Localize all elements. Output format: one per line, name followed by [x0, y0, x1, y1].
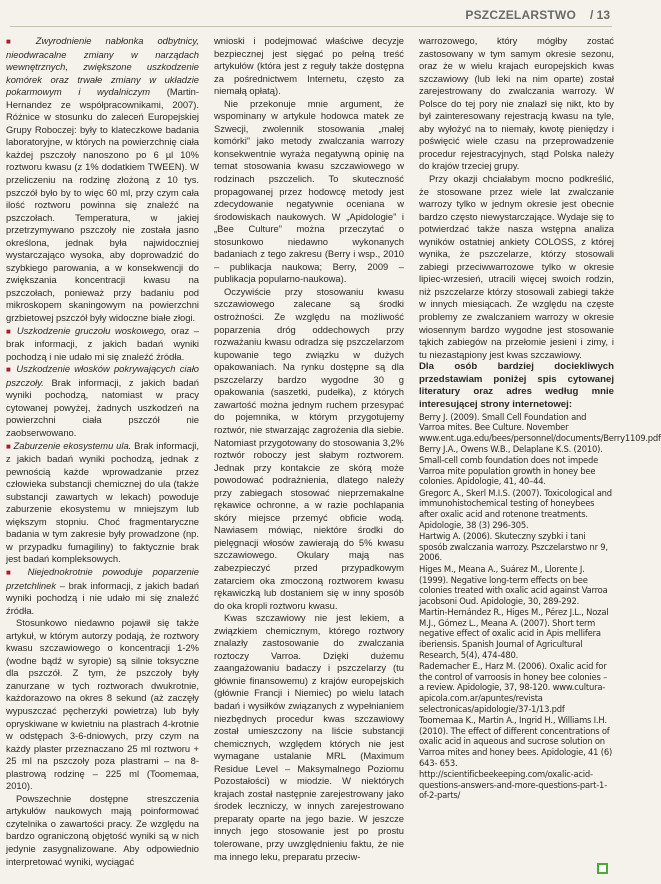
bullet-square-icon: ■: [6, 567, 28, 577]
body-text: Powszechnie dostępne streszczenia artykułów naukowych mają poinformować czytelnika o zawartości pracy. Ze względu na bardzo ograniczoną objętość wyniki są w nich jedynie zasygnalizowane. Aby odpowiednio interpretować wyniki, wyciągać: [6, 792, 199, 867]
references-list: [419, 411, 661, 801]
end-of-article-icon: [597, 863, 608, 874]
column-3-body: [419, 35, 614, 361]
reference-item: Rademacher E., Harz M. (2006). Oxalic acid for the control of varroosis in honey bee colonies – a review. Apidologie, 37, 98-120. www.cultura-apicola.com.ar/apuntes/revista selectronicas/apidologie/37-1/13.pdf: [419, 661, 608, 714]
italic-lead: Uszkodzenie gruczołu woskowego,: [16, 324, 167, 336]
header-rule: [10, 26, 612, 27]
reference-item: Hartwig A. (2006). Skuteczny szybki i tani sposób zwalczania warrozy. Pszczelarstwo nr 9, 2006.: [419, 531, 608, 563]
reference-item: Higes M., Meana A., Suárez M., Llorente J. (1999). Negative long-term effects on bee colonies treated with oxalic acid against Varroa jacobsoni Oud. Apidologie, 30, 289-292.: [419, 563, 608, 606]
column-2: [214, 35, 404, 863]
body-text: Stosunkowo niedawno pojawił się także artykuł, w którym autorzy podają, że roztwory kwasu szczawiowego o koncentracji 1-2% (wodne bądź w syropie) są silnie toksyczne dla pszczół. Z tym, że pszczoły były zanurzane w tych roztworach dwukrotnie, każdorazowo na okres 8 sekund (aż zaczęły wypuszczać pęcherzyki powietrza) lub były opryskiwane w kwietniu na plastrach 4-krotnie w odstępach 3-6-dniowych, przy czym na każdy plaster przeznaczano 25 ml roztworu + 25 ml na pszczoły poza plastrami – na 8-plastrową rodzinę – 225 ml (Toomemaa, 2010).: [6, 617, 199, 792]
bullet-square-icon: ■: [6, 441, 14, 451]
col1-paragraph: [6, 440, 199, 566]
col1-paragraph: [6, 325, 199, 364]
reference-item: http://scientificbeekeeping.com/oxalic-acid-questions-answers-and-more-questions-part-1-of-2-parts/: [419, 769, 608, 801]
italic-lead: Zwyrodnienie nabłonka odbytnicy, nieodwracalne zmiany w narządach wewnętrznych, zwiększone uszkodzenie komórek oraz trwałe zmiany w układzie pokarmowym i wydalniczym: [6, 35, 199, 98]
body-text: Brak informacji, z jakich badań wyniki pochodzą, jednak z pewnością każde wprowadzanie przez człowieka substancji chemicznej do ula (także substancji zawartych w lekach) powoduje zaburzenie ekosystemu w mniejszym lub większym stopniu. Choć fragmentaryczne badania w tym zakresie były prowadzone (np. w przypadku fumagiliny) to faktycznie brak jest badań kompleksowych.: [6, 439, 199, 565]
body-text: oraz – brak informacji, z jakich badań wyniki pochodzą i nie udało mi się znaleźć źródła.: [6, 324, 199, 362]
column-1: [6, 35, 199, 868]
reference-item: Toomemaa K., Martin A., Ingrid H., Williams I.H. (2010). The effect of different concentrations of oxalic acid in aqueous and sucrose solution on Varroa mites and honey bees. Apidologie, 41 (6) 643- 653.: [419, 715, 613, 768]
col3-paragraph: warrozowego, który mógłby zostać zastosowany w tym samym okresie sezonu, oraz że w wielu krajach europejskich kwas szczawiowy (lub leki na nim oparte) został zarejestrowany do zwalczania warrozy. W Polsce do tej pory nie znalazł się nikt, kto by był zainteresowany rejestracją kwasu na tyle, aby wyłożyć na to niemały, kwotę pieniędzy i poświęcić wiele czasu na przeprowadzenie procedur rejestracyjnych, stąd Polska należy do krajów trzeciej grupy.: [419, 35, 614, 172]
col2-paragraph: wnioski i podejmować właściwe decyzje bezpiecznej jest sięgać po pełną treść artykułów (która jest z reguły także dostępna za pośrednictwem Internetu, często za niemałą opłatą).: [214, 35, 404, 97]
italic-lead: Zaburzenie ekosystemu ula.: [13, 439, 132, 451]
reference-item: Gregorc A., Skerl M.I.S. (2007). Toxicological and immunohistochemical testing of honeybees after oxalic acid and rotenone treatments. Apidologie, 38 (3) 296-305.: [419, 487, 612, 530]
col2-paragraph: Oczywiście przy stosowaniu kwasu szczawiowego zalecane są środki ostrożności. Ze względu na możliwość poparzenia dróg oddechowych przy rozważaniu kwasu odradza się pszczelarzom kupowanie tego związku w dużych opakowaniach. Na rynku dostępne są dla pszczelarzy bardzo wygodne 30 g opakowania (saszetki, pudełka), z których zawartość można jednym ruchem przesypać do pojemnika, w którym przygotujemy roztwór, nie stwarzając zagrożenia dla siebie. Natomiast przygotowany do stosowania 3,2% roztwór roboczy jest słabym roztworem. Jednak przy kontakcie ze skórą może powodować podrażnienia, dlatego należy przy zabiegach stosować nieprzemakalne rękawice ochronne, a w razie pochlapania skóry miejsce przemyć obficie wodą. Nawiasem mówiąc, niektóre środki do pielęgnacji włosów zawierają do 5% kwasu szczawiowego. Okulary mają nas zabezpieczyć przed przypadkowym zatarciem oka zmoczoną roztworem kwasu rękawiczką lub dostaniem się w inny sposób do oka kropli roztworu kwasu.: [214, 285, 404, 611]
col2-paragraph: Kwas szczawiowy nie jest lekiem, a związkiem chemicznym, którego roztwory znalazły zastosowanie do zwalczania roztoczy Varroa. Dzięki dużemu zaangażowaniu badaczy i pszczelarzy (tu głównie finansowemu) z krajów europejskich (głównie Francji i Niemiec) po wielu latach badań i wysiłków związanych z wypełnianiem niezbędnych procedur kwas szczawiowy został umieszczony na liście substancji chemicznych, względem których nie jest wymagane ustalanie MRL (Maximum Residue Level – Maksymalnego Poziomu Pozostałości) w miodzie. W niektórych krajach został następnie zarejestrowany jako środek leczniczy, w innych zarejestrowano preparaty oparte na jego bazie. W jeszcze innych jego stosowanie jest po prostu tolerowane, przy uwzględnieniu faktu, że nie ma innego leku, preparatu przeciw-: [214, 612, 404, 862]
body-text: (Martin-Hernandez ze współpracownikami, 2007). Różnice w stosunku do zaleceń Europejskiej Grupy Roboczej: były to klateczkowe badania laboratoryjne, w których na powierzchnię ciała każdej pszczoły nanoszono po 6 µl 10% roztworu kwasu (z 1% dodatkiem TWEEN). W przeliczeniu na rodzinę złożoną z 10 tys. pszczół było by to więc 60 ml, przy czym cała ilość roztworu powinna się znaleźć na pszczołach. Temperatura, w jakiej przetrzymywano pszczoły nie została jasno określona, jednak była najwidoczniej wystarczająco wysoka, aby doprowadzić do szybkiego parowania, a w konsekwencji do zwiększania koncentracji kwasu na pszczołach, ponieważ przy badaniu pod mikroskopem skaningowym na powierzchni grzbietowej pszczół były widoczne białe złogi.: [6, 86, 199, 324]
reference-item: Martin-Hernández R., Higes M., Pérez J.L., Nozal M.J., Gómez L., Meana A. (2007). Short term negative effect of oxalic acid in Apis mellifera iberiensis. Spanish Journal of Agricultural Research, 5(4), 474-480.: [419, 607, 609, 660]
bullet-square-icon: ■: [6, 365, 17, 375]
magazine-title: PSZCZELARSTWO: [465, 8, 576, 22]
col1-paragraph: [6, 566, 199, 617]
body-text: Brak informacji, z jakich badań wyniki pochodzą, natomiast w pracy cytowanej powyżej, żadnych uszkodzeń na powierzchni ciała pszczół nie zaobserwowano.: [6, 376, 199, 438]
reference-item: Berry J.A., Owens W.B., Delaplane K.S. (2010). Small-cell comb foundation does not impede Varroa mite population growth in honey bee colonies. Apidologie, 41, 40–44.: [419, 444, 603, 487]
italic-lead: Niejednokrotnie powoduje poparzenie przetchlinek: [6, 565, 199, 591]
col1-paragraph: [6, 617, 199, 793]
col1-paragraph: [6, 793, 199, 868]
page-number: / 13: [589, 8, 610, 22]
italic-lead: Uszkodzenie włosków pokrywających ciało pszczoły.: [6, 363, 199, 388]
page-header: [0, 4, 620, 24]
reference-item: Berry J. (2009). Small Cell Foundation and Varroa mites. Bee Culture. November www.ent.uga.edu/bees/personnel/documents/Berry1109.pdf: [419, 411, 661, 443]
column-3: [419, 35, 661, 802]
references-heading: Dla osób bardziej dociekliwych przedstawiam poniżej spis cytowanej literatury oraz adres według mnie interesującej strony internetowej:: [419, 361, 614, 410]
col3-paragraph: Przy okazji chciałabym mocno podkreślić, że stosowane przez wiele lat zwalczanie warrozy tylko w jednym okresie jest obecnie bardzo często niewystarczające. Wydaje się to potwierdzać także nasza wstępna analiza wyników ostatniej ankiety COLOSS, z której wynika, że pszczelarze, którzy stosowali zabiegi przeciwwarrozowe tylko w okresie lipiec-wrzesień, utracili więcej swoich rodzin, niż pszczelarze którzy stosowali zabiegi także w innych miesiącach. Ze względu na częste problemy ze zwalczaniem warrozy w okresie wiosennym bardzo wygodne jest stosowanie tąkich zabiegów na przełomie jesieni i zimy, i tu niezastąpiony jest kwas szczawiowy.: [419, 173, 614, 360]
col2-paragraph: Nie przekonuje mnie argument, że wspominany w artykule hodowca matek ze Szwecji, zwolennik stosowania „małej komórki” jako metody zwalczania warrozy konsekwentnie wyraża negatywną opinię na temat stosowania kwasu szczawiowego w rodzinach pszczelich. To skuteczność propagowanej przez hodowcę metody jest zdecydowanie negatywnie oceniana w środowiskach naukowych. W „Apidologie” i „Bee Culture” można przeczytać o stosunkowo niedawno wykonanych badaniach z tego zakresu (Berry i wsp., 2010 – publikacja naukowa; Berry, 2009 – publikacja popularno-naukowa).: [214, 97, 404, 285]
col1-paragraph: [6, 363, 199, 439]
col1-paragraph: [6, 35, 199, 325]
body-text: – brak informacji, z jakich badań wyniki pochodzą i nie udało mi się znaleźć źródła.: [6, 579, 199, 616]
bullet-square-icon: ■: [6, 326, 17, 336]
bullet-square-icon: ■: [6, 37, 36, 46]
